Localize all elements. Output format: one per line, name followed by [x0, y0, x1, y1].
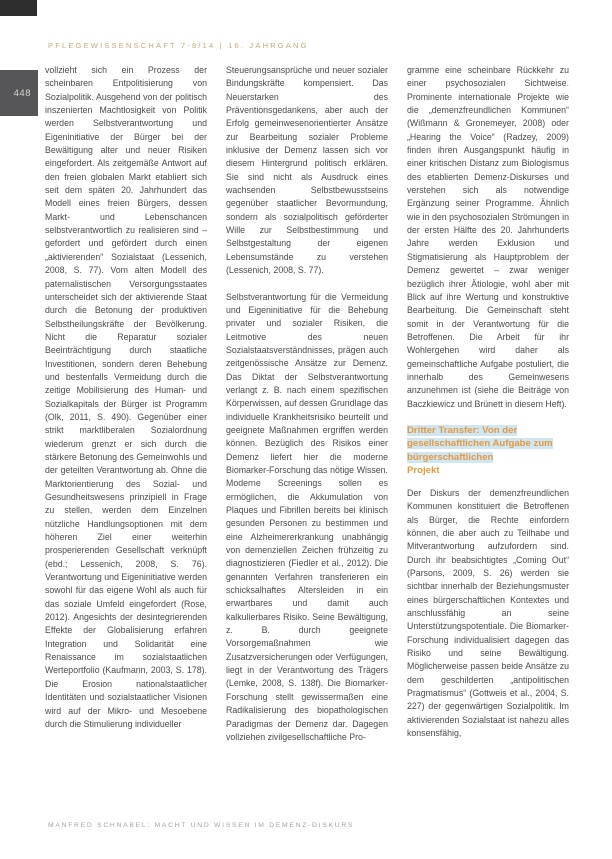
section-heading — [407, 424, 569, 477]
text-column-3 — [407, 64, 569, 816]
section-heading-highlighted-text: Dritter Transfer: Von der gesellschaftlichen Aufgabe zum bürgerschaftlichen — [407, 424, 553, 463]
page-number-badge — [0, 70, 38, 116]
section-heading-rest-text: Projekt — [407, 464, 440, 476]
article-columns — [45, 64, 570, 816]
body-paragraph: vollzieht sich ein Prozess der scheinbaren Entpolitisierung von Sozialpolitik. Ausgehend von der politisch inszenierten Machtlosigkeit von Politik werden Selbstverantwortung und Eigeninitiative der Bürger bei der Bewältigung alter und neuer Risiken eingefordert. Als zeitgemäße Antwort auf den freien globalen Markt etabliert sich seit dem späten 20. Jahrhundert das Modell eines freien Bürgers, dessen Markt- und Lebenschancen selbstverantwortlich zu realisieren sind – gefordert und gefördert durch einen „aktivierenden“ Sozialstaat (Lessenich, 2008, S. 77). Vom alten Modell des paternalistischen Versorgungsstaates unterscheidet sich der aktivierende Staat durch die Betonung der produktiven Selbstheilungskräfte der Bevölkerung. Nicht die Reparatur sozialer Beeinträchtigung durch staatliche Investitionen, sondern deren Behebung und bestenfalls Vermeidung durch die zeitige Mobilisierung des Human- und Sozialkapitals der Bürger ist Programm (Olk, 2011, S. 490). Gegenüber einer strikt marktliberalen Sozialordnung wiederum grenzt er sich durch die stärkere Betonung des Gemeinwohls und der geteilten Verantwortung ab. Ohne die Marktorientierung des Sozial- und Gesundheitswesens prinzipiell in Frage zu stellen, werden dem Einzelnen nützliche Handlungsoptionen mit dem höheren Ziel einer weiterhin prosperierenden Gesellschaft verknüpft (ebd.; Lessenich, 2008, S. 76). Verantwortung und Eigeninitiative werden sowohl für das eigene Wohl als auch für das soziale Umfeld eingefordert (Rose, 2012). Angesichts der desintegrierenden Effekte der Globalisierung erfahren Integration und Solidarität eine Renaissance im sozialstaatlichen Werteportfolio (Kaufmann, 2003, S. 178). Die Erosion nationalstaatlicher Identitäten und sozialstaatlicher Visionen wird auf der Mikro- und Mesoebene durch die Stimulierung individueller — [45, 65, 207, 729]
body-paragraph: Selbstverantwortung für die Vermeidung und Eigeninitiative für die Behebung privater und sozialer Risiken, die Leitmotive des neuen Sozialstaatsverständnisses, prägen auch zeitgenössische Ansätze zur Demenz. Das Diktat der Selbstverantwortung verlangt z. B. nach einem spezifischen Körperwissen, auf dessen Grundlage das individuelle Krankheitsrisiko beurteilt und geeignete Maßnahmen ergriffen werden können. Bezüglich des Risikos einer Demenz liefert hier die moderne Biomarker-Forschung das nötige Wissen. Moderne Screenings sollen es ermöglichen, die Akkumulation von Plaques und Fibrillen bereits bei klinisch gesunden Personen zu bestimmen und eine Alzheimererkrankung unabhängig von demenziellen Zeichen frühzeitig zu diagnostizieren (Fiedler et al., 2012). Die genannten Verfahren transferieren ein schicksalhaftes Altersleiden in ein erwartbares und damit auch kalkulierbares Risiko. Seine Bewältigung, z. B. durch geeignete Vorsorgemaßnahmen wie Zusatzversicherungen oder Verfügungen, liegt in der Verantwortung des Trägers (Lemke, 2008, S. 138f). Die Biomarker-Forschung stellt gewissermaßen eine Radikalisierung des biopathologischen Paradigmas der Demenz dar. Dagegen vollziehen zivilgesellschaftliche Pro- — [226, 291, 388, 742]
body-paragraph: gramme eine scheinbare Rückkehr zu einer psychosozialen Sichtweise. Prominente internationale Projekte wie die „demenzfreundlichen Kommunen“ (Wißmann & Gronemeyer, 2008) oder „Hearing the Voice“ (Radzey, 2009) finden ihren Ausgangspunkt häufig in einer kritischen Distanz zum Biologismus des etablierten Demenz-Diskurses und verstehen sich als notwendige Ergänzung seiner Programme. Ähnlich wie in den psychosozialen Strömungen in der ersten Hälfte des 20. Jahrhunderts Jahre werden Exklusion und Stigmatisierung als Hauptproblem der Demenz gewertet – zwar weniger bezüglich ihrer Ätiologie, wohl aber mit Blick auf ihre Wertung und konstruktive Bearbeitung. Die Gemeinschaft steht somit in der Verantwortung für die Betroffenen. Die Arbeit für ihr Wohlergehen wird daher als gemeinschaftliche Aufgabe postuliert, die innerhalb des Gemeinwesens anzunehmen ist (siehe die Beiträge von Baczkiewicz und Brünett in diesem Heft). — [407, 65, 569, 409]
page-corner-mark — [0, 0, 37, 16]
body-paragraph: Steuerungsansprüche und neuer sozialer Bindungskräfte kompensiert. Das Neuerstarken des Präventionsgedankens, aber auch der Erfolg gemeinwesenorientierter Ansätze zur Bearbeitung sozialer Probleme inklusive der Demenz lassen sich vor diesem Hintergrund politisch erklären. Sie sind nicht als Ausdruck eines wachsenden Selbstbewusstseins gegenüber staatlicher Bevormundung, sondern als sozialpolitisch geförderter Wille zur Selbstbestimmung und Selbstgestaltung der eigenen Lebensumstände zu verstehen (Lessenich, 2008, S. 77). — [226, 65, 388, 276]
journal-header: PFLEGEWISSENSCHAFT 7-8/14 | 16. JAHRGANG — [48, 41, 309, 50]
page-number: 448 — [13, 87, 31, 99]
text-column-2 — [226, 64, 388, 816]
text-column-1 — [45, 64, 207, 816]
body-paragraph: Der Diskurs der demenzfreundlichen Kommunen konstituiert die Betroffenen als Bürger, die Rechte einfordern können, die aber auch zu Teilhabe und Mitverantwortung aufzufordern sind. Durch ihr beabsichtigtes „Coming Out“ (Parsons, 2009, S. 26) werden sie sichtbar innerhalb der Beziehungsmuster eines bürgerschaftlichen Kontextes und anschlussfähig an seine Unterstützungspotentiale. Die Biomarker-Forschung individualisiert dagegen das Risiko und seine Bewältigung. Möglicherweise passen beide Ansätze zu dem geschilderten „antipolitischen Pragmatismus“ (Gottweis et al., 2004, S. 227) der gegenwärtigen Sozialpolitik. Im aktivierenden Sozialstaat ist nahezu alles konsensfähig, — [407, 487, 569, 739]
article-footer: MANFRED SCHNABEL: MACHT UND WISSEN IM DEMENZ-DISKURS — [48, 822, 355, 829]
